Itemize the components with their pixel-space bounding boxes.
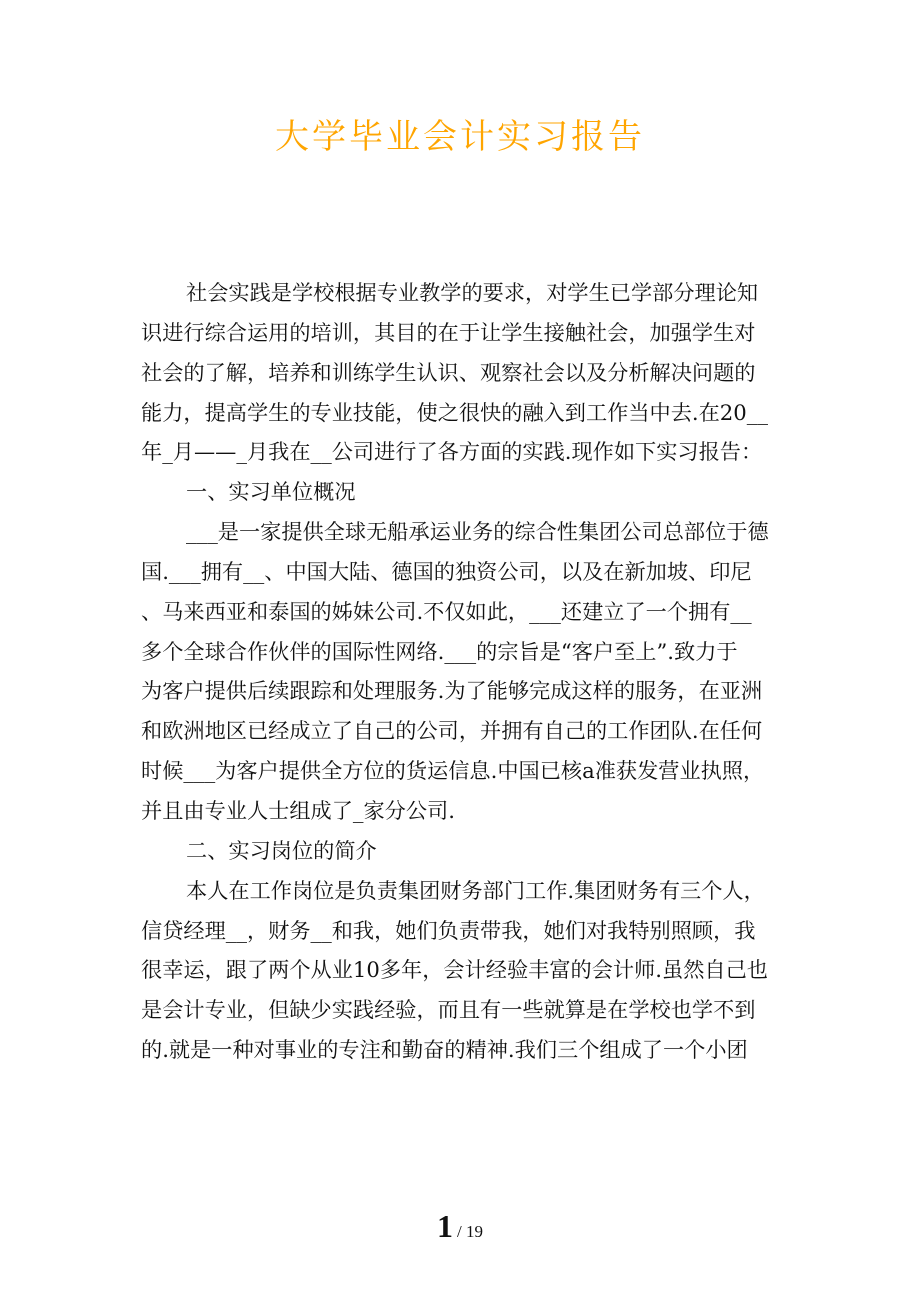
text-line: 很幸运，跟了两个从业10多年，会计经验丰富的会计师.虽然自己也 xyxy=(141,957,768,983)
text-line: 的.就是一种对事业的专注和勤奋的精神.我们三个组成了一个小团 xyxy=(141,1037,748,1063)
text-line: 多个全球合作伙伴的国际性网络.___的宗旨是“客户至上”.致力于 xyxy=(141,638,738,664)
text-line: 能力，提高学生的专业技能，使之很快的融入到工作当中去.在20__ xyxy=(141,399,768,425)
current-page: 1 xyxy=(437,1208,453,1244)
text-line: 本人在工作岗位是负责集团财务部门工作.集团财务有三个人， xyxy=(186,877,765,903)
text-line: 社会实践是学校根据专业教学的要求，对学生已学部分理论知 xyxy=(186,280,759,305)
text-line: 是会计专业，但缺少实践经验，而且有一些就算是在学校也学不到 xyxy=(141,997,756,1023)
text-line: 信贷经理__，财务__和我，她们负责带我，她们对我特别照顾，我 xyxy=(141,917,756,943)
text-line: 国.___拥有__、中国大陆、德国的独资公司，以及在新加坡、印尼 xyxy=(141,558,752,584)
text-line: 社会的了解，培养和训练学生认识、观察社会以及分析解决问题的 xyxy=(141,359,756,385)
text-line: 年_月——_月我在__公司进行了各方面的实践.现作如下实习报告： xyxy=(141,439,763,465)
text-line: 、马来西亚和泰国的姊妹公司.不仅如此，___还建立了一个拥有__ xyxy=(141,598,752,624)
text-line: 时候___为客户提供全方位的货运信息.中国已核a准获发营业执照， xyxy=(141,758,765,784)
document-body xyxy=(141,273,791,1070)
text-line: 识进行综合运用的培训，其目的在于让学生接触社会，加强学生对 xyxy=(141,319,756,345)
text-line: 二、实习岗位的简介 xyxy=(186,837,377,863)
text-line: 并且由专业人士组成了_家分公司. xyxy=(141,797,455,823)
total-pages: / 19 xyxy=(457,1222,483,1241)
text-line: 一、实习单位概况 xyxy=(186,479,356,505)
document-title: 大学毕业会计实习报告 xyxy=(275,117,645,157)
text-line: 为客户提供后续跟踪和处理服务.为了能够完成这样的服务，在亚洲 xyxy=(141,678,763,704)
text-line: ___是一家提供全球无船承运业务的综合性集团公司总部位于德 xyxy=(186,519,769,545)
page-number xyxy=(0,1208,920,1245)
text-line: 和欧洲地区已经成立了自己的公司，并拥有自己的工作团队.在任何 xyxy=(141,718,763,744)
